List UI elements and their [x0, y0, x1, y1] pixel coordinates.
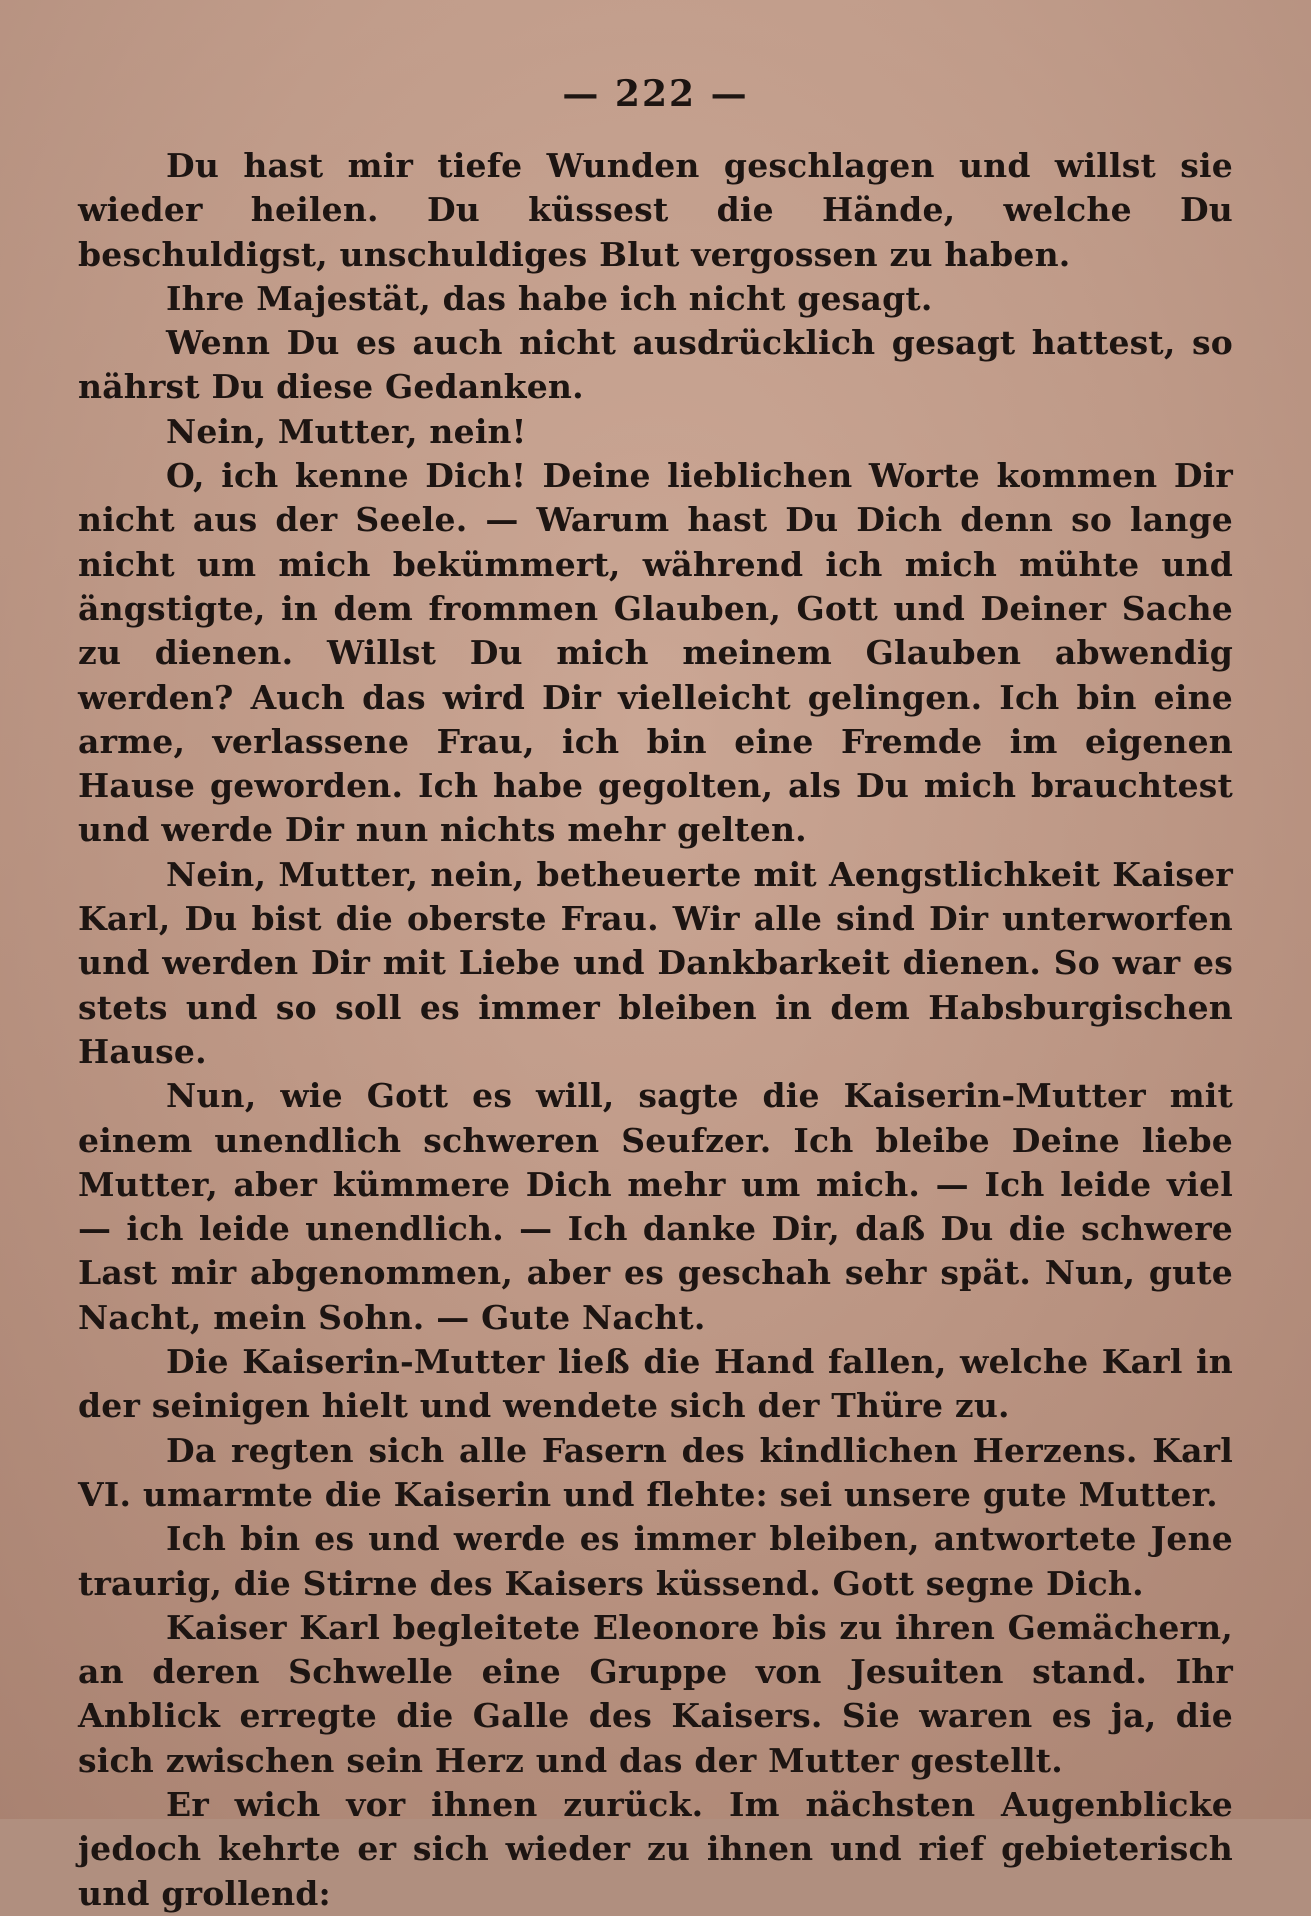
- paragraph: Du hast mir tiefe Wunden geschlagen und willst sie wieder heilen. Du küssest die Hände, welche Du beschuldigst, unschuldiges Blut vergossen zu haben.: [78, 146, 1233, 274]
- paragraph: O, ich kenne Dich! Deine lieblichen Worte kommen Dir nicht aus der Seele. — Warum hast Du Dich denn so lange nicht um mich bekümmert, während ich mich mühte und ängstigte, in dem frommen Glauben, Gott und Deiner Sache zu dienen. Willst Du mich meinem Glauben abwendig werden? Auch das wird Dir vielleicht gelingen. Ich bin eine arme, verlassene Frau, ich bin eine Fremde im eigenen Hause geworden. Ich habe gegolten, als Du mich brauchtest und werde Dir nun nichts mehr gelten.: [78, 456, 1233, 850]
- paragraph: Nun, wie Gott es will, sagte die Kaiserin-Mutter mit einem unendlich schweren Seufzer. Ich bleibe Deine liebe Mutter, aber kümmere Dich mehr um mich. — Ich leide viel — ich leide unendlich. — Ich danke Dir, daß Du die schwere Last mir abgenommen, aber es geschah sehr spät. Nun, gute Nacht, mein Sohn. — Gute Nacht.: [78, 1076, 1233, 1337]
- paragraph: Kaiser Karl begleitete Eleonore bis zu ihren Gemächern, an deren Schwelle eine Gruppe von Jesuiten stand. Ihr Anblick erregte die Galle des Kaisers. Sie waren es ja, die sich zwischen sein Herz und das der Mutter gestellt.: [78, 1607, 1233, 1780]
- page-text: [78, 144, 1233, 1916]
- paragraph: Nein, Mutter, nein, betheuerte mit Aengstlichkeit Kaiser Karl, Du bist die oberste Frau. Wir alle sind Dir unterworfen und werden Dir mit Liebe und Dankbarkeit dienen. So war es stets und so soll es immer bleiben in dem Habsburgischen Hause.: [78, 854, 1233, 1071]
- paragraph: Er wich vor ihnen zurück. Im nächsten Augenblicke jedoch kehrte er sich wieder zu ihnen und rief gebieterisch und grollend:: [78, 1784, 1233, 1913]
- paragraph: Da regten sich alle Fasern des kindlichen Herzens. Karl VI. umarmte die Kaiserin und flehte: sei unsere gute Mutter.: [78, 1430, 1233, 1514]
- paragraph: Ihre Majestät, das habe ich nicht gesagt.: [166, 278, 933, 318]
- page-number: — 222 —: [562, 73, 749, 115]
- paragraph: Die Kaiserin-Mutter ließ die Hand fallen, welche Karl in der seinigen hielt und wendete sich der Thüre zu.: [78, 1342, 1233, 1426]
- paragraph: Wenn Du es auch nicht ausdrücklich gesagt hattest, so nährst Du diese Gedanken.: [78, 323, 1233, 407]
- paragraph: Ich bin es und werde es immer bleiben, antwortete Jene traurig, die Stirne des Kaisers küssend. Gott segne Dich.: [78, 1519, 1233, 1603]
- paragraph: Nein, Mutter, nein!: [166, 411, 527, 451]
